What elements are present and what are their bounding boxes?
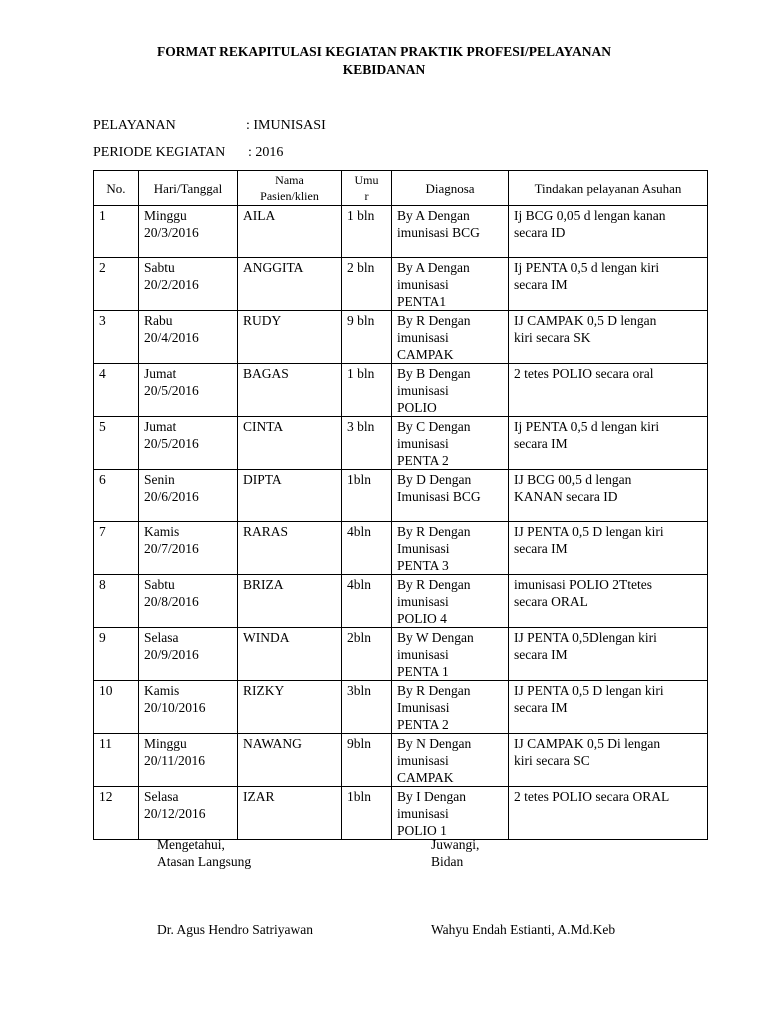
header-umur xyxy=(342,171,392,206)
cell-diagnosa-line2: imunisasi xyxy=(397,594,449,609)
signature-left-line2: Atasan Langsung xyxy=(157,854,252,869)
cell-diagnosa-line2: imunisasi xyxy=(397,330,449,345)
cell-diagnosa-line1: By C Dengan xyxy=(397,419,471,434)
document-title xyxy=(0,43,768,79)
signatory-right-name: Wahyu Endah Estianti, A.Md.Keb xyxy=(431,922,616,937)
cell-tindakan-line2: secara IM xyxy=(514,541,568,556)
cell-diagnosa-line2: imunisasi xyxy=(397,383,449,398)
cell-nama: CINTA xyxy=(238,417,342,470)
cell-umur: 2bln xyxy=(342,628,392,681)
cell-hari-tanggal xyxy=(139,206,238,258)
title-line-2: KEBIDANAN xyxy=(342,62,426,77)
cell-no: 1 xyxy=(94,206,139,258)
cell-hari-tanggal xyxy=(139,787,238,840)
cell-hari-tanggal xyxy=(139,258,238,311)
cell-tindakan xyxy=(509,787,708,840)
cell-tindakan-line1: 2 tetes POLIO secara oral xyxy=(514,366,654,381)
cell-diagnosa-line2: imunisasi xyxy=(397,277,449,292)
cell-nama: BAGAS xyxy=(238,364,342,417)
cell-tindakan xyxy=(509,258,708,311)
cell-tanggal: 20/4/2016 xyxy=(144,330,199,345)
cell-nama: AILA xyxy=(238,206,342,258)
header-nama xyxy=(238,171,342,206)
cell-tindakan-line1: IJ BCG 00,5 d lengan xyxy=(514,472,632,487)
cell-hari: Sabtu xyxy=(144,577,175,592)
cell-no: 6 xyxy=(94,470,139,522)
table-row xyxy=(94,364,708,417)
header-no: No. xyxy=(94,171,139,206)
cell-diagnosa-line3: CAMPAK xyxy=(397,770,454,785)
cell-no: 9 xyxy=(94,628,139,681)
periode-row xyxy=(93,145,283,161)
cell-diagnosa-line1: By I Dengan xyxy=(397,789,466,804)
cell-tindakan xyxy=(509,734,708,787)
cell-hari: Kamis xyxy=(144,683,180,698)
cell-hari: Minggu xyxy=(144,208,187,223)
cell-tindakan-line1: Ij BCG 0,05 d lengan kanan xyxy=(514,208,666,223)
cell-nama: RUDY xyxy=(238,311,342,364)
cell-tindakan-line1: imunisasi POLIO 2Ttetes xyxy=(514,577,652,592)
cell-nama: WINDA xyxy=(238,628,342,681)
cell-diagnosa-line2: imunisasi BCG xyxy=(397,225,480,240)
cell-diagnosa xyxy=(392,364,509,417)
header-tindakan: Tindakan pelayanan Asuhan xyxy=(509,171,708,206)
cell-tindakan xyxy=(509,628,708,681)
table-row xyxy=(94,787,708,840)
cell-tindakan-line1: IJ PENTA 0,5Dlengan kiri xyxy=(514,630,657,645)
header-nama-line1: Nama xyxy=(275,173,304,187)
cell-tindakan xyxy=(509,470,708,522)
cell-diagnosa-line1: By W Dengan xyxy=(397,630,474,645)
table-header-row xyxy=(94,171,708,206)
cell-diagnosa-line3: PENTA 2 xyxy=(397,453,449,468)
header-diagnosa: Diagnosa xyxy=(392,171,509,206)
cell-diagnosa-line1: By N Dengan xyxy=(397,736,472,751)
cell-nama: NAWANG xyxy=(238,734,342,787)
cell-tindakan-line1: Ij PENTA 0,5 d lengan kiri xyxy=(514,260,660,275)
cell-tindakan-line2: secara IM xyxy=(514,277,568,292)
cell-umur: 4bln xyxy=(342,522,392,575)
cell-diagnosa-line3: PENTA 3 xyxy=(397,558,449,573)
cell-umur: 1 bln xyxy=(342,364,392,417)
cell-diagnosa-line3: PENTA1 xyxy=(397,294,447,309)
table-row xyxy=(94,417,708,470)
table-row xyxy=(94,311,708,364)
cell-tindakan-line1: IJ CAMPAK 0,5 D lengan xyxy=(514,313,657,328)
cell-hari: Minggu xyxy=(144,736,187,751)
cell-tanggal: 20/3/2016 xyxy=(144,225,199,240)
periode-value: : 2016 xyxy=(248,145,284,160)
cell-tindakan xyxy=(509,681,708,734)
cell-diagnosa-line3: POLIO 4 xyxy=(397,611,447,626)
cell-nama: RIZKY xyxy=(238,681,342,734)
cell-nama: RARAS xyxy=(238,522,342,575)
cell-nama: IZAR xyxy=(238,787,342,840)
cell-tindakan-line2: KANAN secara ID xyxy=(514,489,618,504)
cell-hari-tanggal xyxy=(139,575,238,628)
cell-diagnosa-line2: imunisasi xyxy=(397,806,449,821)
cell-hari: Jumat xyxy=(144,419,177,434)
cell-diagnosa xyxy=(392,522,509,575)
cell-hari: Kamis xyxy=(144,524,180,539)
cell-diagnosa-line3: PENTA 1 xyxy=(397,664,449,679)
cell-diagnosa-line1: By A Dengan xyxy=(397,208,470,223)
cell-umur: 3 bln xyxy=(342,417,392,470)
cell-no: 2 xyxy=(94,258,139,311)
cell-no: 12 xyxy=(94,787,139,840)
cell-umur: 1 bln xyxy=(342,206,392,258)
cell-hari-tanggal xyxy=(139,734,238,787)
signature-left-block xyxy=(157,836,251,870)
table-row xyxy=(94,522,708,575)
signatory-left-name: Dr. Agus Hendro Satriyawan xyxy=(157,922,313,937)
pelayanan-label: PELAYANAN xyxy=(93,118,176,133)
cell-tanggal: 20/5/2016 xyxy=(144,436,199,451)
cell-tindakan-line2: kiri secara SK xyxy=(514,330,591,345)
cell-umur: 4bln xyxy=(342,575,392,628)
cell-tanggal: 20/6/2016 xyxy=(144,489,199,504)
header-hari-tanggal: Hari/Tanggal xyxy=(139,171,238,206)
cell-no: 8 xyxy=(94,575,139,628)
cell-nama: DIPTA xyxy=(238,470,342,522)
cell-no: 11 xyxy=(94,734,139,787)
cell-diagnosa-line3: CAMPAK xyxy=(397,347,454,362)
table-row xyxy=(94,258,708,311)
cell-diagnosa-line3: POLIO xyxy=(397,400,437,415)
cell-diagnosa-line2: imunisasi xyxy=(397,436,449,451)
cell-diagnosa xyxy=(392,681,509,734)
cell-diagnosa-line1: By R Dengan xyxy=(397,313,471,328)
cell-diagnosa xyxy=(392,206,509,258)
cell-tanggal: 20/2/2016 xyxy=(144,277,199,292)
cell-hari: Selasa xyxy=(144,630,179,645)
cell-diagnosa-line2: imunisasi xyxy=(397,753,449,768)
cell-diagnosa-line1: By B Dengan xyxy=(397,366,471,381)
table-row xyxy=(94,470,708,522)
cell-no: 3 xyxy=(94,311,139,364)
cell-tanggal: 20/8/2016 xyxy=(144,594,199,609)
cell-tanggal: 20/9/2016 xyxy=(144,647,199,662)
cell-umur: 2 bln xyxy=(342,258,392,311)
cell-diagnosa-line2: Imunisasi xyxy=(397,700,450,715)
cell-tanggal: 20/5/2016 xyxy=(144,383,199,398)
header-umur-line2: r xyxy=(364,189,369,203)
cell-tindakan-line2: secara IM xyxy=(514,436,568,451)
cell-tindakan-line1: IJ CAMPAK 0,5 Di lengan xyxy=(514,736,661,751)
title-line-1: FORMAT REKAPITULASI KEGIATAN PRAKTIK PROFESI/PELAYANAN xyxy=(156,44,612,59)
pelayanan-row xyxy=(93,118,326,134)
table-body xyxy=(94,206,708,840)
header-umur-line1: Umu xyxy=(354,173,379,187)
cell-diagnosa-line2: imunisasi xyxy=(397,647,449,662)
rekap-table xyxy=(93,170,708,840)
cell-diagnosa-line2: Imunisasi BCG xyxy=(397,489,481,504)
cell-tanggal: 20/12/2016 xyxy=(144,806,206,821)
cell-tindakan-line1: Ij PENTA 0,5 d lengan kiri xyxy=(514,419,660,434)
cell-hari: Sabtu xyxy=(144,260,175,275)
cell-tindakan-line2: secara IM xyxy=(514,700,568,715)
cell-hari-tanggal xyxy=(139,417,238,470)
signature-right-line1: Juwangi, xyxy=(431,837,480,852)
cell-tindakan xyxy=(509,522,708,575)
header-nama-line2: Pasien/klien xyxy=(260,189,319,203)
cell-diagnosa xyxy=(392,258,509,311)
cell-diagnosa xyxy=(392,575,509,628)
cell-tanggal: 20/11/2016 xyxy=(144,753,206,768)
cell-diagnosa xyxy=(392,417,509,470)
cell-tindakan xyxy=(509,311,708,364)
cell-umur: 1bln xyxy=(342,787,392,840)
cell-tindakan xyxy=(509,206,708,258)
cell-diagnosa xyxy=(392,734,509,787)
cell-tindakan-line2: kiri secara SC xyxy=(514,753,590,768)
cell-tindakan-line1: IJ PENTA 0,5 D lengan kiri xyxy=(514,524,664,539)
signature-left-line1: Mengetahui, xyxy=(157,837,225,852)
table-row xyxy=(94,628,708,681)
signature-right-line2: Bidan xyxy=(431,854,464,869)
table-row xyxy=(94,206,708,258)
cell-umur: 9 bln xyxy=(342,311,392,364)
cell-hari-tanggal xyxy=(139,470,238,522)
cell-diagnosa-line1: By R Dengan xyxy=(397,683,471,698)
cell-hari: Jumat xyxy=(144,366,177,381)
cell-diagnosa-line1: By A Dengan xyxy=(397,260,470,275)
cell-diagnosa xyxy=(392,470,509,522)
cell-hari-tanggal xyxy=(139,681,238,734)
cell-nama: BRIZA xyxy=(238,575,342,628)
cell-tindakan-line2: secara ID xyxy=(514,225,566,240)
cell-no: 7 xyxy=(94,522,139,575)
cell-tanggal: 20/10/2016 xyxy=(144,700,206,715)
cell-diagnosa xyxy=(392,787,509,840)
cell-hari-tanggal xyxy=(139,364,238,417)
cell-hari-tanggal xyxy=(139,522,238,575)
cell-umur: 3bln xyxy=(342,681,392,734)
cell-diagnosa-line3: POLIO 1 xyxy=(397,823,447,838)
cell-no: 5 xyxy=(94,417,139,470)
cell-diagnosa xyxy=(392,311,509,364)
cell-tindakan-line2: secara IM xyxy=(514,647,568,662)
cell-no: 10 xyxy=(94,681,139,734)
cell-hari-tanggal xyxy=(139,311,238,364)
cell-hari: Rabu xyxy=(144,313,173,328)
cell-tanggal: 20/7/2016 xyxy=(144,541,199,556)
cell-hari: Selasa xyxy=(144,789,179,804)
periode-label: PERIODE KEGIATAN xyxy=(93,145,226,160)
cell-no: 4 xyxy=(94,364,139,417)
cell-tindakan xyxy=(509,417,708,470)
cell-tindakan-line2: secara ORAL xyxy=(514,594,588,609)
cell-diagnosa-line3: PENTA 2 xyxy=(397,717,449,732)
pelayanan-value: : IMUNISASI xyxy=(246,118,326,133)
cell-nama: ANGGITA xyxy=(238,258,342,311)
cell-umur: 9bln xyxy=(342,734,392,787)
cell-diagnosa-line2: Imunisasi xyxy=(397,541,450,556)
table-row xyxy=(94,734,708,787)
signature-right-block xyxy=(431,836,479,870)
cell-hari-tanggal xyxy=(139,628,238,681)
cell-tindakan-line1: 2 tetes POLIO secara ORAL xyxy=(514,789,670,804)
cell-umur: 1bln xyxy=(342,470,392,522)
table-row xyxy=(94,681,708,734)
cell-diagnosa-line1: By R Dengan xyxy=(397,524,471,539)
cell-diagnosa xyxy=(392,628,509,681)
cell-tindakan xyxy=(509,575,708,628)
cell-hari: Senin xyxy=(144,472,175,487)
cell-diagnosa-line1: By R Dengan xyxy=(397,577,471,592)
cell-tindakan xyxy=(509,364,708,417)
cell-tindakan-line1: IJ PENTA 0,5 D lengan kiri xyxy=(514,683,664,698)
cell-diagnosa-line1: By D Dengan xyxy=(397,472,472,487)
table-row xyxy=(94,575,708,628)
